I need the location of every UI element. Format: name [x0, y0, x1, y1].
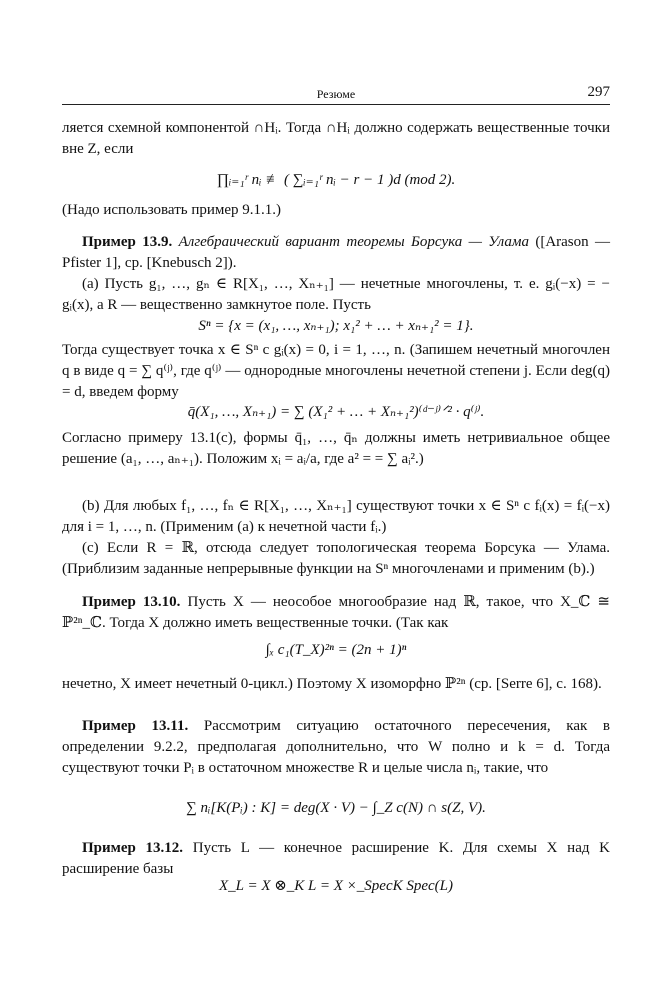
- example-13-10-label: Пример 13.10.: [82, 594, 181, 610]
- example-13-12: [62, 838, 610, 880]
- equation-residual-degree: ∑ nᵢ[K(Pᵢ) : K] = deg(X · V) − ∫_Z c(N) ∩ s(Z, V).: [186, 800, 486, 816]
- example-13-9-part-b: (b) Для любых f₁, …, fₙ ∈ R[X₁, …, Xₙ₊₁] существуют точки x ∈ Sⁿ с fᵢ(x) = fᵢ(−x) для i = 1, …, n. (Применим (а) к нечетной части fᵢ.): [62, 498, 610, 535]
- example-13-9-part-a-continued: Тогда существует точка x ∈ Sⁿ с gᵢ(x) = 0, i = 1, …, n. (Запишем нечетный многочлен q в виде q = ∑ q⁽ʲ⁾, где q⁽ʲ⁾ — однородные многочлены нечетной степени j. Если deg(q) = d, введем форму: [62, 342, 610, 400]
- paragraph-note: (Надо использовать пример 9.1.1.): [62, 202, 282, 218]
- example-13-9-part-a: (а) Пусть g₁, …, gₙ ∈ R[X₁, …, Xₙ₊₁] — нечетные многочлены, т. е. gᵢ(−x) = − gᵢ(x), а R — вещественно замкнутое поле. Пусть: [62, 276, 610, 313]
- book-page: [62, 0, 610, 1000]
- equation-chern-integral: ∫ₓ c₁(T_X)²ⁿ = (2n + 1)ⁿ: [265, 642, 407, 658]
- equation-product: ∏ᵢ₌₁ʳ nᵢ ≢ ( ∑ᵢ₌₁ʳ nᵢ − r − 1 )d (mod 2).: [216, 172, 456, 188]
- paragraph-continuation: ляется схемной компонентой ∩Hᵢ. Тогда ∩Hᵢ должно содержать вещественные точки вне Z, если: [62, 120, 610, 157]
- example-13-10-text: Пусть X — неособое многообразие над ℝ, такое, что X_ℂ ≅ ℙ²ⁿ_ℂ. Тогда X должно иметь вещественные точки. (Так как: [62, 594, 610, 631]
- example-13-11-label: Пример 13.11.: [82, 718, 189, 734]
- example-13-11-text: Рассмотрим ситуацию остаточного пересечения, как в определении 9.2.2, предполагая дополнительно, что W полно и k = d. Тогда существуют точки Pᵢ в остаточном множестве R и целые числа nᵢ, такие, что: [62, 718, 611, 776]
- example-13-9-title: Алгебраический вариант теоремы Борсука — Улама: [178, 234, 529, 250]
- example-13-10-text-continued: нечетно, X имеет нечетный 0-цикл.) Поэтому X изоморфно ℙ²ⁿ (ср. [Serre 6], с. 168).: [62, 676, 602, 692]
- equation-form: q̄(X₁, …, Xₙ₊₁) = ∑ (X₁² + … + Xₙ₊₁²)⁽ᵈ⁻ʲ⁾ᐟ² · q⁽ʲ⁾.: [187, 404, 485, 420]
- example-13-12-text: Пусть L — конечное расширение K. Для схемы X над K расширение базы: [62, 840, 610, 877]
- equation-sphere: Sⁿ = {x = (x₁, …, xₙ₊₁); x₁² + … + xₙ₊₁² = 1}.: [198, 318, 474, 334]
- example-13-9-label: Пример 13.9.: [82, 234, 173, 250]
- example-13-12-label: Пример 13.12.: [82, 840, 184, 856]
- example-13-9-part-a-end: Согласно примеру 13.1(с), формы q̄₁, …, q̄ₙ должны иметь нетривиальное общее решение (a₁, …, aₙ₊₁). Положим xᵢ = aᵢ/a, где a² = = ∑ aᵢ².): [62, 430, 610, 467]
- example-13-9-heading: [62, 232, 610, 274]
- example-13-9-reference: ([Arason — Pfister 1], ср. [Knebusch 2]).: [62, 234, 611, 271]
- running-title: Резюме: [316, 87, 356, 101]
- equation-base-change: X_L = X ⊗_K L = X ×_SpecK Spec(L): [218, 878, 454, 894]
- page-number: 297: [587, 84, 610, 100]
- running-header: [62, 82, 610, 105]
- example-13-9-part-c: (с) Если R = ℝ, отсюда следует топологическая теорема Борсука — Улама. (Приблизим заданные непрерывные функции на Sⁿ многочленами и применим (b).): [62, 540, 610, 577]
- example-13-11: [62, 716, 610, 779]
- example-13-10: [62, 592, 610, 634]
